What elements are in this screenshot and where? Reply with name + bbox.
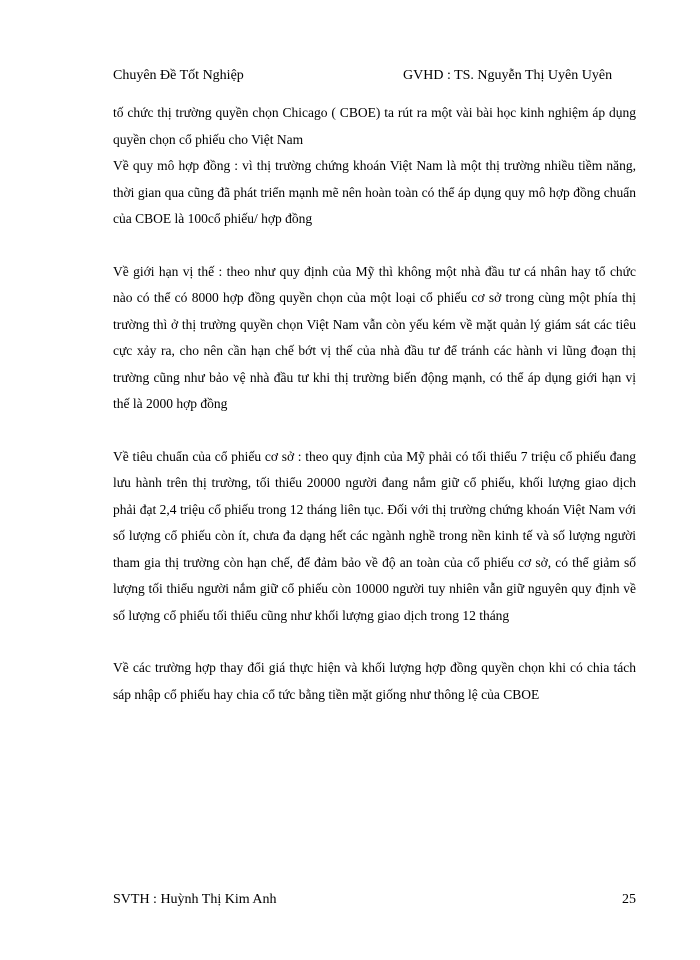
paragraph-position-limit: Về giới hạn vị thế : theo như quy định của Mỹ thì không một nhà đầu tư cá nhân hay tổ chức nào có thể có 8000 hợp đồng quyền chọn của một loại cổ phiếu cơ sở trong cùng một phía thị trường thì ở thị trường quyền chọn Việt Nam vẫn còn yếu kém về mặt quản lý giám sát các tiêu cực xảy ra, cho nên cần hạn chế bớt vị thế của nhà đầu tư để tránh các hành vi lũng đoạn thị trường cũng như bảo vệ nhà đầu tư khi thị trường biến động mạnh, có thể áp dụng giới hạn vị thế là 2000 hợp đồng (113, 263, 636, 411)
page-footer (113, 892, 636, 912)
paragraph-contract-size: Về quy mô hợp đồng : vì thị trường chứng khoán Việt Nam là một thị trường nhiều tiềm năng, thời gian qua cũng đã phát triển mạnh mẽ nên hoàn toàn có thể áp dụng quy mô hợp đồng chuẩn của CBOE là 100cổ phiếu/ hợp đồng (113, 158, 636, 226)
paragraph-intro: tố chức thị trường quyền chọn Chicago ( CBOE) ta rút ra một vài bài học kinh nghiệm áp dụng quyền chọn cổ phiếu cho Việt Nam (113, 105, 636, 147)
header-document-title: Chuyên Đề Tốt Nghiệp (113, 68, 244, 83)
paragraph-underlying-standard: Về tiêu chuẩn của cổ phiếu cơ sở : theo quy định của Mỹ phải có tối thiểu 7 triệu cổ phiếu đang lưu hành trên thị trường, tối thiểu 20000 người đang nắm giữ cổ phiếu, khối lượng giao dịch phải đạt 2,4 triệu cổ phiếu trong 12 tháng liên tục. Đối với thị trường chứng khoán Việt Nam với số lượng cổ phiếu còn ít, chưa đa dạng hết các ngành nghề trong nền kinh tế và số lượng người tham gia thị trường còn hạn chế, để đảm bảo về độ an toàn của cổ phiếu cơ sở, có thể giảm số lượng tối thiểu người nắm giữ cổ phiếu còn 10000 người tuy nhiên vẫn giữ nguyên quy định về số lượng cổ phiếu tối thiểu cũng như khối lượng giao dịch trong 12 tháng (113, 448, 636, 623)
header-supervisor: GVHD : TS. Nguyễn Thị Uyên Uyên (403, 68, 613, 83)
page-number: 25 (622, 892, 636, 907)
paragraph-adjustments: Về các trường hợp thay đổi giá thực hiện và khối lượng hợp đồng quyền chọn khi có chia tách sáp nhập cổ phiếu hay chia cổ tức bằng tiền mặt giống như thông lệ của CBOE (113, 660, 636, 702)
page-body (113, 100, 636, 708)
page-header (113, 68, 613, 88)
footer-student-name: SVTH : Huỳnh Thị Kim Anh (113, 892, 277, 907)
